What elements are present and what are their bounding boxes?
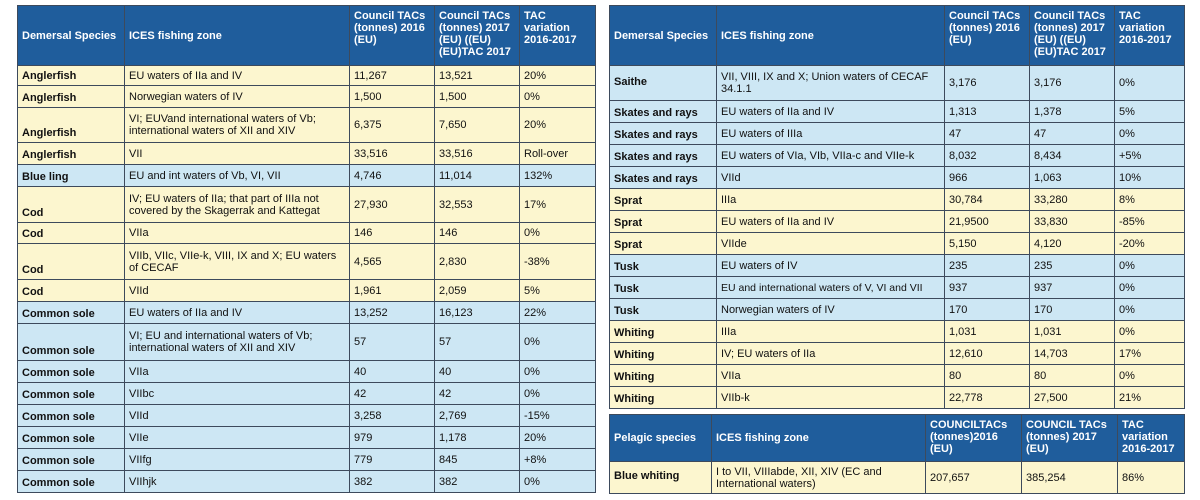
cell-zone: VIIde	[717, 233, 945, 255]
cell-tac-2016: 1,031	[945, 321, 1030, 343]
cell-variation: 0%	[1115, 277, 1185, 299]
table-row	[18, 143, 596, 165]
header-tac-2016: COUNCILTACs (tonnes)2016 (EU)	[926, 415, 1022, 462]
cell-variation: 0%	[1115, 321, 1185, 343]
cell-tac-2017: 385,254	[1022, 462, 1118, 494]
cell-zone: VIIb, VIIc, VIIe-k, VIII, IX and X; EU waters of CECAF	[125, 244, 350, 280]
cell-tac-2017: 845	[435, 449, 520, 471]
cell-species: Common sole	[18, 471, 125, 493]
header-tac-2017: COUNCIL TACs (tonnes) 2017 (EU)	[1022, 415, 1118, 462]
cell-tac-2016: 4,565	[350, 244, 435, 280]
cell-variation: 0%	[1115, 66, 1185, 101]
cell-tac-2017: 11,014	[435, 165, 520, 187]
cell-species: Skates and rays	[610, 101, 717, 123]
header-tac-2017: Council TACs (tonnes) 2017 (EU) ((EU) (EU)TAC 2017	[435, 6, 520, 66]
cell-tac-2016: 146	[350, 223, 435, 244]
top-strip	[0, 0, 1200, 4]
cell-species: Tusk	[610, 299, 717, 321]
cell-variation: 86%	[1118, 462, 1185, 494]
cell-variation: 20%	[520, 427, 596, 449]
table-row	[18, 187, 596, 223]
table-row	[18, 302, 596, 324]
cell-variation: 0%	[520, 324, 596, 361]
cell-tac-2016: 235	[945, 255, 1030, 277]
cell-tac-2017: 33,280	[1030, 189, 1115, 211]
cell-zone: VIIhjk	[125, 471, 350, 493]
cell-tac-2016: 33,516	[350, 143, 435, 165]
cell-zone: VIIb-k	[717, 387, 945, 409]
cell-zone: VIIa	[125, 223, 350, 244]
cell-variation: Roll-over	[520, 143, 596, 165]
cell-variation: 0%	[1115, 365, 1185, 387]
cell-tac-2016: 27,930	[350, 187, 435, 223]
cell-zone: Norwegian waters of IV	[125, 86, 350, 108]
cell-tac-2016: 1,500	[350, 86, 435, 108]
cell-zone: VIIfg	[125, 449, 350, 471]
cell-zone: VI; EU and international waters of Vb; international waters of XII and XIV	[125, 324, 350, 361]
cell-species: Skates and rays	[610, 167, 717, 189]
right-demersal-table	[609, 5, 1185, 409]
cell-tac-2017: 32,553	[435, 187, 520, 223]
table-row	[18, 280, 596, 302]
cell-species: Common sole	[18, 361, 125, 383]
cell-zone: VII, VIII, IX and X; Union waters of CECAF 34.1.1	[717, 66, 945, 101]
cell-zone: EU and int waters of Vb, VI, VII	[125, 165, 350, 187]
cell-variation: 0%	[520, 223, 596, 244]
cell-species: Common sole	[18, 449, 125, 471]
cell-tac-2017: 33,516	[435, 143, 520, 165]
cell-species: Sprat	[610, 189, 717, 211]
cell-species: Common sole	[18, 405, 125, 427]
cell-species: Cod	[18, 244, 125, 280]
cell-variation: 20%	[520, 108, 596, 143]
cell-species: Sprat	[610, 211, 717, 233]
table-row	[18, 449, 596, 471]
pelagic-table	[609, 414, 1185, 494]
cell-tac-2016: 3,176	[945, 66, 1030, 101]
cell-tac-2017: 3,176	[1030, 66, 1115, 101]
cell-tac-2016: 80	[945, 365, 1030, 387]
table-row	[18, 66, 596, 86]
header-zone: ICES fishing zone	[125, 6, 350, 66]
table-row	[18, 324, 596, 361]
table-row	[610, 343, 1185, 365]
header-zone: ICES fishing zone	[712, 415, 926, 462]
table-row	[18, 108, 596, 143]
table-row	[18, 405, 596, 427]
table-row	[18, 244, 596, 280]
cell-variation: +5%	[1115, 145, 1185, 167]
cell-variation: 132%	[520, 165, 596, 187]
table-row	[610, 255, 1185, 277]
cell-tac-2016: 1,961	[350, 280, 435, 302]
cell-tac-2017: 170	[1030, 299, 1115, 321]
cell-tac-2017: 4,120	[1030, 233, 1115, 255]
cell-zone: IIIa	[717, 189, 945, 211]
cell-species: Blue ling	[18, 165, 125, 187]
pelagic-header-row	[610, 415, 1185, 462]
cell-species: Common sole	[18, 427, 125, 449]
cell-zone: VIId	[125, 405, 350, 427]
cell-zone: EU waters of IIIa	[717, 123, 945, 145]
table-row	[18, 471, 596, 493]
cell-species: Skates and rays	[610, 145, 717, 167]
cell-variation: 0%	[1115, 255, 1185, 277]
cell-tac-2017: 2,830	[435, 244, 520, 280]
cell-species: Common sole	[18, 324, 125, 361]
cell-tac-2017: 2,059	[435, 280, 520, 302]
cell-tac-2016: 12,610	[945, 343, 1030, 365]
table-row	[18, 86, 596, 108]
cell-zone: IIIa	[717, 321, 945, 343]
cell-zone: EU waters of IIa and IV	[717, 101, 945, 123]
cell-variation: 5%	[520, 280, 596, 302]
table-row	[610, 277, 1185, 299]
table-row	[610, 299, 1185, 321]
cell-tac-2017: 42	[435, 383, 520, 405]
cell-tac-2016: 170	[945, 299, 1030, 321]
table-row	[610, 167, 1185, 189]
cell-zone: VIId	[125, 280, 350, 302]
cell-tac-2017: 33,830	[1030, 211, 1115, 233]
cell-tac-2017: 7,650	[435, 108, 520, 143]
cell-variation: -15%	[520, 405, 596, 427]
cell-tac-2016: 3,258	[350, 405, 435, 427]
table-row	[610, 189, 1185, 211]
cell-species: Whiting	[610, 321, 717, 343]
cell-tac-2016: 979	[350, 427, 435, 449]
table-row	[610, 145, 1185, 167]
cell-variation: 0%	[1115, 123, 1185, 145]
cell-tac-2016: 22,778	[945, 387, 1030, 409]
cell-species: Anglerfish	[18, 86, 125, 108]
cell-variation: 0%	[520, 361, 596, 383]
table-row	[18, 361, 596, 383]
cell-tac-2017: 14,703	[1030, 343, 1115, 365]
cell-variation: 8%	[1115, 189, 1185, 211]
cell-zone: EU waters of VIa, VIb, VIIa-c and VIIe-k	[717, 145, 945, 167]
cell-species: Anglerfish	[18, 143, 125, 165]
cell-variation: -85%	[1115, 211, 1185, 233]
cell-tac-2017: 382	[435, 471, 520, 493]
header-tac-2016: Council TACs (tonnes) 2016 (EU)	[945, 6, 1030, 66]
header-species: Demersal Species	[18, 6, 125, 66]
cell-tac-2016: 382	[350, 471, 435, 493]
left-header-row	[18, 6, 596, 66]
cell-variation: 0%	[1115, 299, 1185, 321]
cell-zone: I to VII, VIIIabde, XII, XIV (EC and International waters)	[712, 462, 926, 494]
cell-tac-2017: 235	[1030, 255, 1115, 277]
cell-species: Cod	[18, 187, 125, 223]
cell-tac-2016: 30,784	[945, 189, 1030, 211]
cell-species: Anglerfish	[18, 108, 125, 143]
cell-tac-2017: 40	[435, 361, 520, 383]
cell-species: Tusk	[610, 255, 717, 277]
cell-tac-2016: 779	[350, 449, 435, 471]
cell-tac-2017: 16,123	[435, 302, 520, 324]
cell-tac-2017: 80	[1030, 365, 1115, 387]
cell-zone: EU waters of IIa and IV	[717, 211, 945, 233]
cell-tac-2017: 8,434	[1030, 145, 1115, 167]
cell-tac-2017: 2,769	[435, 405, 520, 427]
cell-tac-2016: 207,657	[926, 462, 1022, 494]
cell-tac-2016: 42	[350, 383, 435, 405]
cell-variation: 0%	[520, 86, 596, 108]
cell-tac-2017: 1,178	[435, 427, 520, 449]
cell-species: Blue whiting	[610, 462, 712, 494]
cell-variation: 10%	[1115, 167, 1185, 189]
cell-tac-2017: 57	[435, 324, 520, 361]
table-row	[610, 365, 1185, 387]
cell-tac-2016: 5,150	[945, 233, 1030, 255]
cell-zone: EU waters of IIa and IV	[125, 302, 350, 324]
cell-tac-2017: 1,500	[435, 86, 520, 108]
cell-tac-2017: 1,063	[1030, 167, 1115, 189]
cell-species: Cod	[18, 280, 125, 302]
table-row	[610, 321, 1185, 343]
cell-species: Anglerfish	[18, 66, 125, 86]
table-row	[610, 101, 1185, 123]
header-tac-2016: Council TACs (tonnes) 2016 (EU)	[350, 6, 435, 66]
cell-tac-2017: 13,521	[435, 66, 520, 86]
cell-zone: VIId	[717, 167, 945, 189]
cell-tac-2016: 6,375	[350, 108, 435, 143]
table-row	[610, 66, 1185, 101]
cell-variation: 17%	[520, 187, 596, 223]
cell-tac-2017: 47	[1030, 123, 1115, 145]
cell-species: Whiting	[610, 387, 717, 409]
cell-variation: 22%	[520, 302, 596, 324]
table-row	[610, 462, 1185, 494]
table-row	[18, 383, 596, 405]
cell-zone: IV; EU waters of IIa	[717, 343, 945, 365]
header-species: Pelagic species	[610, 415, 712, 462]
table-row	[18, 165, 596, 187]
cell-species: Whiting	[610, 343, 717, 365]
cell-tac-2017: 937	[1030, 277, 1115, 299]
header-tac-2017: Council TACs (tonnes) 2017 (EU) ((EU) (EU)TAC 2017	[1030, 6, 1115, 66]
cell-tac-2017: 1,378	[1030, 101, 1115, 123]
header-species: Demersal Species	[610, 6, 717, 66]
cell-zone: EU waters of IIa and IV	[125, 66, 350, 86]
cell-tac-2016: 21,9500	[945, 211, 1030, 233]
cell-tac-2016: 966	[945, 167, 1030, 189]
cell-tac-2017: 1,031	[1030, 321, 1115, 343]
right-header-row	[610, 6, 1185, 66]
cell-variation: 0%	[520, 471, 596, 493]
cell-tac-2016: 8,032	[945, 145, 1030, 167]
cell-tac-2016: 57	[350, 324, 435, 361]
cell-species: Saithe	[610, 66, 717, 101]
cell-zone: VII	[125, 143, 350, 165]
cell-variation: 21%	[1115, 387, 1185, 409]
cell-species: Common sole	[18, 302, 125, 324]
cell-variation: +8%	[520, 449, 596, 471]
cell-species: Common sole	[18, 383, 125, 405]
cell-tac-2016: 47	[945, 123, 1030, 145]
table-row	[18, 223, 596, 244]
table-row	[610, 123, 1185, 145]
table-row	[610, 211, 1185, 233]
header-zone: ICES fishing zone	[717, 6, 945, 66]
left-demersal-table	[17, 5, 596, 493]
cell-species: Skates and rays	[610, 123, 717, 145]
cell-zone: IV; EU waters of IIa; that part of IIIa not covered by the Skagerrak and Kattegat	[125, 187, 350, 223]
header-variation: TAC variation 2016-2017	[1118, 415, 1185, 462]
cell-variation: 20%	[520, 66, 596, 86]
table-row	[610, 387, 1185, 409]
cell-tac-2017: 27,500	[1030, 387, 1115, 409]
table-row	[610, 233, 1185, 255]
cell-tac-2016: 937	[945, 277, 1030, 299]
header-variation: TAC variation 2016-2017	[1115, 6, 1185, 66]
cell-tac-2016: 11,267	[350, 66, 435, 86]
cell-tac-2016: 40	[350, 361, 435, 383]
cell-species: Cod	[18, 223, 125, 244]
cell-zone: Norwegian waters of IV	[717, 299, 945, 321]
cell-variation: 5%	[1115, 101, 1185, 123]
cell-tac-2017: 146	[435, 223, 520, 244]
cell-zone: VIIa	[717, 365, 945, 387]
cell-variation: -38%	[520, 244, 596, 280]
cell-zone: VIIa	[125, 361, 350, 383]
cell-tac-2016: 13,252	[350, 302, 435, 324]
header-variation: TAC variation 2016-2017	[520, 6, 596, 66]
cell-zone: VIIe	[125, 427, 350, 449]
cell-species: Sprat	[610, 233, 717, 255]
cell-zone: VI; EUVand international waters of Vb; international waters of XII and XIV	[125, 108, 350, 143]
cell-species: Whiting	[610, 365, 717, 387]
cell-zone: EU and international waters of V, VI and VII	[717, 277, 945, 299]
cell-variation: -20%	[1115, 233, 1185, 255]
cell-tac-2016: 1,313	[945, 101, 1030, 123]
cell-zone: VIIbc	[125, 383, 350, 405]
cell-variation: 17%	[1115, 343, 1185, 365]
cell-tac-2016: 4,746	[350, 165, 435, 187]
cell-species: Tusk	[610, 277, 717, 299]
cell-zone: EU waters of IV	[717, 255, 945, 277]
cell-variation: 0%	[520, 383, 596, 405]
table-row	[18, 427, 596, 449]
